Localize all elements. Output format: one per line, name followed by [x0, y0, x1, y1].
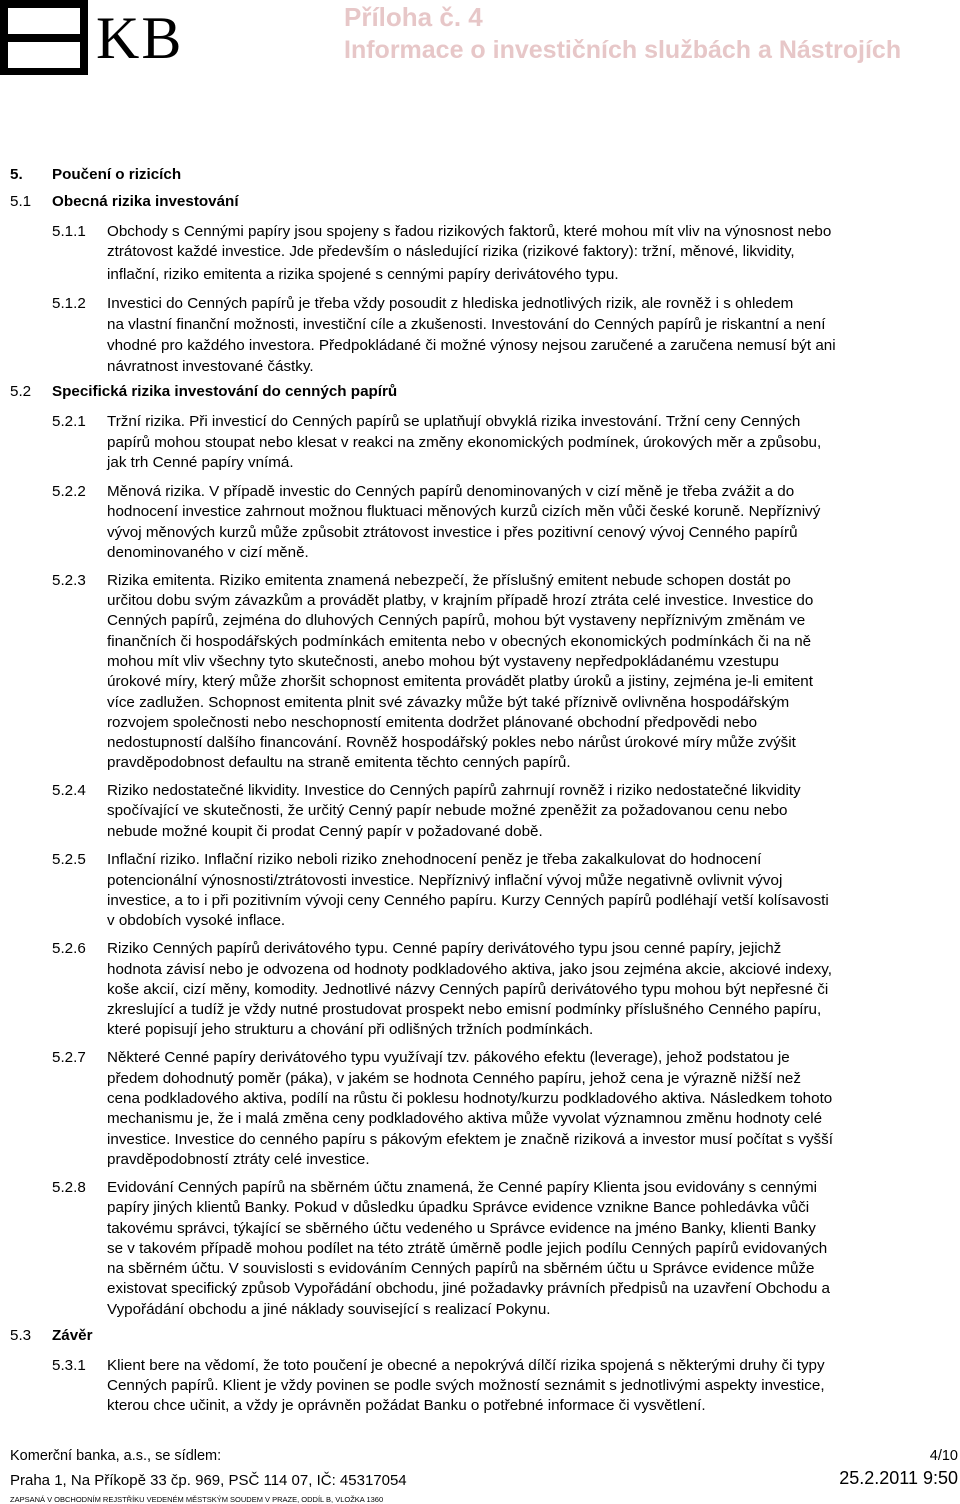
paragraph-line: Klient bere na vědomí, že toto poučení je obecné a nepokrývá dílčí rizika spojená s některými druhy či typy	[107, 1357, 825, 1374]
page-header	[0, 0, 960, 75]
paragraph-line: které popisují jeho strukturu a chování při odlišných tržních podmínkách.	[107, 1021, 594, 1038]
paragraph-line: takovému správci, týkající se sběrného účtu vedeného u Správce evidence na jméno Banky, klienti Banky	[107, 1220, 816, 1237]
paragraph-line: vývoj měnových kurzů může způsobit ztrátovost investice i přes pozitivní cenový vývoj Cenného papírů	[107, 524, 798, 541]
paragraph-line: jak trh Cenné papíry vnímá.	[107, 454, 294, 471]
paragraph-line: papíry jiných klientů Banky. Pokud v důsledku úpadku Správce evidence vznikne Bance pohledávka vůči	[107, 1199, 810, 1216]
paragraph-line: Rizika emitenta. Riziko emitenta znamená nebezpečí, že příslušný emitent nebude schopen dostát po	[107, 572, 791, 589]
subsection-title: Závěr	[52, 1327, 93, 1344]
paragraph-line: ztrátovost každé investice. Jde především o následující rizika (rizikové faktory): tržní, měnové, likvidity,	[107, 243, 795, 260]
paragraph-line: Obchody s Cennými papíry jsou spojeny s řadou rizikových faktorů, které mohou mít vliv na výnosnost nebo	[107, 223, 832, 240]
paragraph-line: denominovaného v cizí měně.	[107, 544, 309, 561]
paragraph-line: kterou chce učinit, a vždy je oprávněn požádat Banku o potřebné informace či vysvětlení.	[107, 1397, 706, 1414]
section-title: Poučení o rizicích	[52, 166, 182, 183]
paragraph-line: Některé Cenné papíry derivátového typu využívají tzv. pákového efektu (leverage), jehož podstatou je	[107, 1049, 790, 1066]
paragraph-line: na sběrném účtu. V souvislosti s evidováním Cenných papírů na sběrném účtu u Správce evidence může	[107, 1260, 815, 1277]
kb-logo-mark	[0, 0, 88, 75]
footer-registry: ZAPSANÁ V OBCHODNÍM REJSTŘÍKU VEDENÉM MĚSTSKÝM SOUDEM V PRAZE, ODDÍL B, VLOŽKA 1360	[10, 1495, 384, 1504]
paragraph-line: Evidování Cenných papírů na sběrném účtu znamená, že Cenné papíry Klienta jsou evidovány s cennými	[107, 1179, 818, 1196]
subsection-number: 5.2	[10, 383, 32, 400]
paragraph-number: 5.3.1	[52, 1357, 86, 1374]
paragraph-line: pravděpodobnost defaultu na straně emitenta těchto cenných papírů.	[107, 754, 571, 771]
paragraph-line: koše akcií, cizí měny, komodity. Jednotlivé názvy Cenných papírů derivátového typu mohou být nepřesné či	[107, 981, 829, 998]
paragraph-line: mechanismu je, že i malá změna ceny podkladového aktiva může vyvolat významnou změnu hodnoty celé	[107, 1110, 823, 1127]
paragraph-line: mohou mít vliv všechny tyto skutečnosti, anebo mohou být vystaveny nepředpokládanému vzestupu	[107, 653, 779, 670]
paragraph-line: pravděpodobností ztráty celé investice.	[107, 1151, 370, 1168]
subsection-title: Specifická rizika investování do cenných papírů	[52, 383, 398, 400]
paragraph-line: cena podkladového aktiva, podílí na růstu či poklesu hodnoty/kurzu podkladového aktiva. Následkem tohoto	[107, 1090, 833, 1107]
header-title-line2: Informace o investičních službách a Nástrojích	[344, 36, 902, 64]
paragraph-line: inflační, riziko emitenta a rizika spojené s cennými papíry derivátového typu.	[107, 266, 619, 283]
subsection-number: 5.1	[10, 193, 32, 210]
kb-logo-text: KB	[96, 5, 184, 71]
paragraph-line: na vlastní finanční možnosti, investiční cíle a zkušenosti. Investování do Cenných papírů je riskantní a není	[107, 316, 826, 333]
paragraph-line: vhodné pro každého investora. Předpokládané či možné výnosy nejsou zaručené a zaručena nemusí být ani	[107, 337, 836, 354]
paragraph-line: Měnová rizika. V případě investic do Cenných papírů denominovaných v cizí měně je třeba zvážit a do	[107, 483, 795, 500]
paragraph-line: potencionální výnosnosti/ztrátovosti investice. Nepříznivý inflační vývoj může negativně ovlivnit vývoj	[107, 872, 783, 889]
paragraph-line: Cenných papírů, zejména do dluhových Cenných papírů, mohou být vystaveny nepříznivým změnám ve	[107, 612, 806, 629]
paragraph-line: Inflační riziko. Inflační riziko neboli riziko znehodnocení peněz je třeba zakalkulovat do hodnocení	[107, 851, 762, 868]
paragraph-number: 5.2.8	[52, 1179, 86, 1196]
paragraph-number: 5.2.4	[52, 782, 86, 799]
footer-date: 25.2.2011 9:50	[839, 1468, 958, 1488]
paragraph-line: papírů mohou stoupat nebo klesat v reakci na změny ekonomických podmínek, úrokových měr a způsobu,	[107, 434, 822, 451]
paragraph-line: investice, a to i při pozitivním vývoji ceny Cenného papíru. Kurzy Cenných papírů podléhají vetší kolísavosti	[107, 892, 829, 909]
paragraph-number: 5.2.6	[52, 940, 86, 957]
paragraph-number: 5.2.1	[52, 413, 86, 430]
paragraph-line: spočívající ve skutečnosti, že určitý Cenný papír nebude možné zpeněžit za požadovanou cenu nebo	[107, 802, 788, 819]
paragraph-number: 5.1.2	[52, 295, 86, 312]
paragraph-line: Cenných papírů. Klient je vždy povinen se podle svých možností seznámit s jednotlivými aspekty investice,	[107, 1377, 825, 1394]
footer-address: Praha 1, Na Příkopě 33 čp. 969, PSČ 114 07, IČ: 45317054	[10, 1472, 407, 1489]
paragraph-line: určitou dobu svým závazkům a provádět platby, v krajním případě hrozí ztráta celé investice. Investice do	[107, 592, 814, 609]
paragraph-line: Investici do Cenných papírů je třeba vždy posoudit z hlediska jednotlivých rizik, ale rovněž i s ohledem	[107, 295, 794, 312]
paragraph-line: zkreslující a tudíž je vždy nutné prostudovat prospekt nebo emisní podmínky příslušného Cenného papíru,	[107, 1001, 822, 1018]
paragraph-line: investice. Investice do cenného papíru s pákovým efektem je značně riziková a investor musí počítat s vyšší	[107, 1131, 833, 1148]
paragraph-number: 5.2.7	[52, 1049, 86, 1066]
paragraph-number: 5.2.2	[52, 483, 86, 500]
paragraph-line: více zadlužen. Schopnost emitenta plnit své závazky může být také příznivě ovlivněna hospodářským	[107, 694, 790, 711]
paragraph-line: hodnocení investice zahrnout možnou fluktuaci měnových kurzů cizích měn vůči české koruně. Nepříznivý	[107, 503, 821, 520]
paragraph-number: 5.2.3	[52, 572, 86, 589]
paragraph-line: návratnost investované částky.	[107, 358, 314, 375]
paragraph-number: 5.2.5	[52, 851, 86, 868]
paragraph-line: Tržní rizika. Při investicí do Cenných papírů se uplatňují obvyklá rizika investování. Tržní ceny Cenných	[107, 413, 801, 430]
header-title-block	[324, 0, 954, 70]
paragraph-number: 5.1.1	[52, 223, 86, 240]
section-number: 5.	[10, 166, 23, 183]
subsection-title: Obecná rizika investování	[52, 193, 239, 210]
paragraph-line: hodnota závisí nebo je odvozena od hodnoty podkladového aktiva, jako jsou zejména akcie, akciové indexy,	[107, 961, 832, 978]
paragraph-line: nebude možné koupit či prodat Cenný papír v požadované době.	[107, 823, 543, 840]
paragraph-line: se v takovém případě mohou podílet na této ztrátě úměrně podle jejich podílu Cenných papírů evidovaných	[107, 1240, 828, 1257]
footer-company: Komerční banka, a.s., se sídlem:	[10, 1448, 222, 1464]
paragraph-line: úrokové míry, který může zhoršit schopnost emitenta provádět platby úroků a jistiny, zejména je-li emitent	[107, 673, 813, 690]
paragraph-line: v obdobích vysoké inflace.	[107, 912, 286, 929]
paragraph-line: finančních či hospodářských podmínkách emitenta nebo v obecných ekonomických podmínkách či na ně	[107, 633, 812, 650]
header-title-line1: Příloha č. 4	[344, 2, 483, 32]
paragraph-line: nedostupností dalšího financování. Rovněž hospodářský pokles nebo nárůst úrokové míry může zvýšit	[107, 734, 796, 751]
paragraph-line: rozvojem společnosti nebo neschopností emitenta dodržet plánované obchodní předpovědi nebo	[107, 714, 758, 731]
paragraph-line: předem dohodnutý poměr (páka), v jakém se hodnota Cenného papíru, jehož cena je výrazně nižší než	[107, 1070, 801, 1087]
subsection-number: 5.3	[10, 1327, 32, 1344]
footer-page-number: 4/10	[929, 1448, 958, 1464]
paragraph-line: Riziko Cenných papírů derivátového typu. Cenné papíry derivátového typu jsou cenné papíry, jejichž	[107, 940, 782, 957]
paragraph-line: Riziko nedostatečné likvidity. Investice do Cenných papírů zahrnují rovněž i riziko nedostatečné likvidity	[107, 782, 801, 799]
paragraph-line: existovat specifický způsob Vypořádání obchodu, jiné požadavky právních předpisů na uzavření Obchodu a	[107, 1280, 830, 1297]
paragraph-line: Vypořádání obchodu a jiné náklady související s realizací Pokynu.	[107, 1301, 551, 1318]
